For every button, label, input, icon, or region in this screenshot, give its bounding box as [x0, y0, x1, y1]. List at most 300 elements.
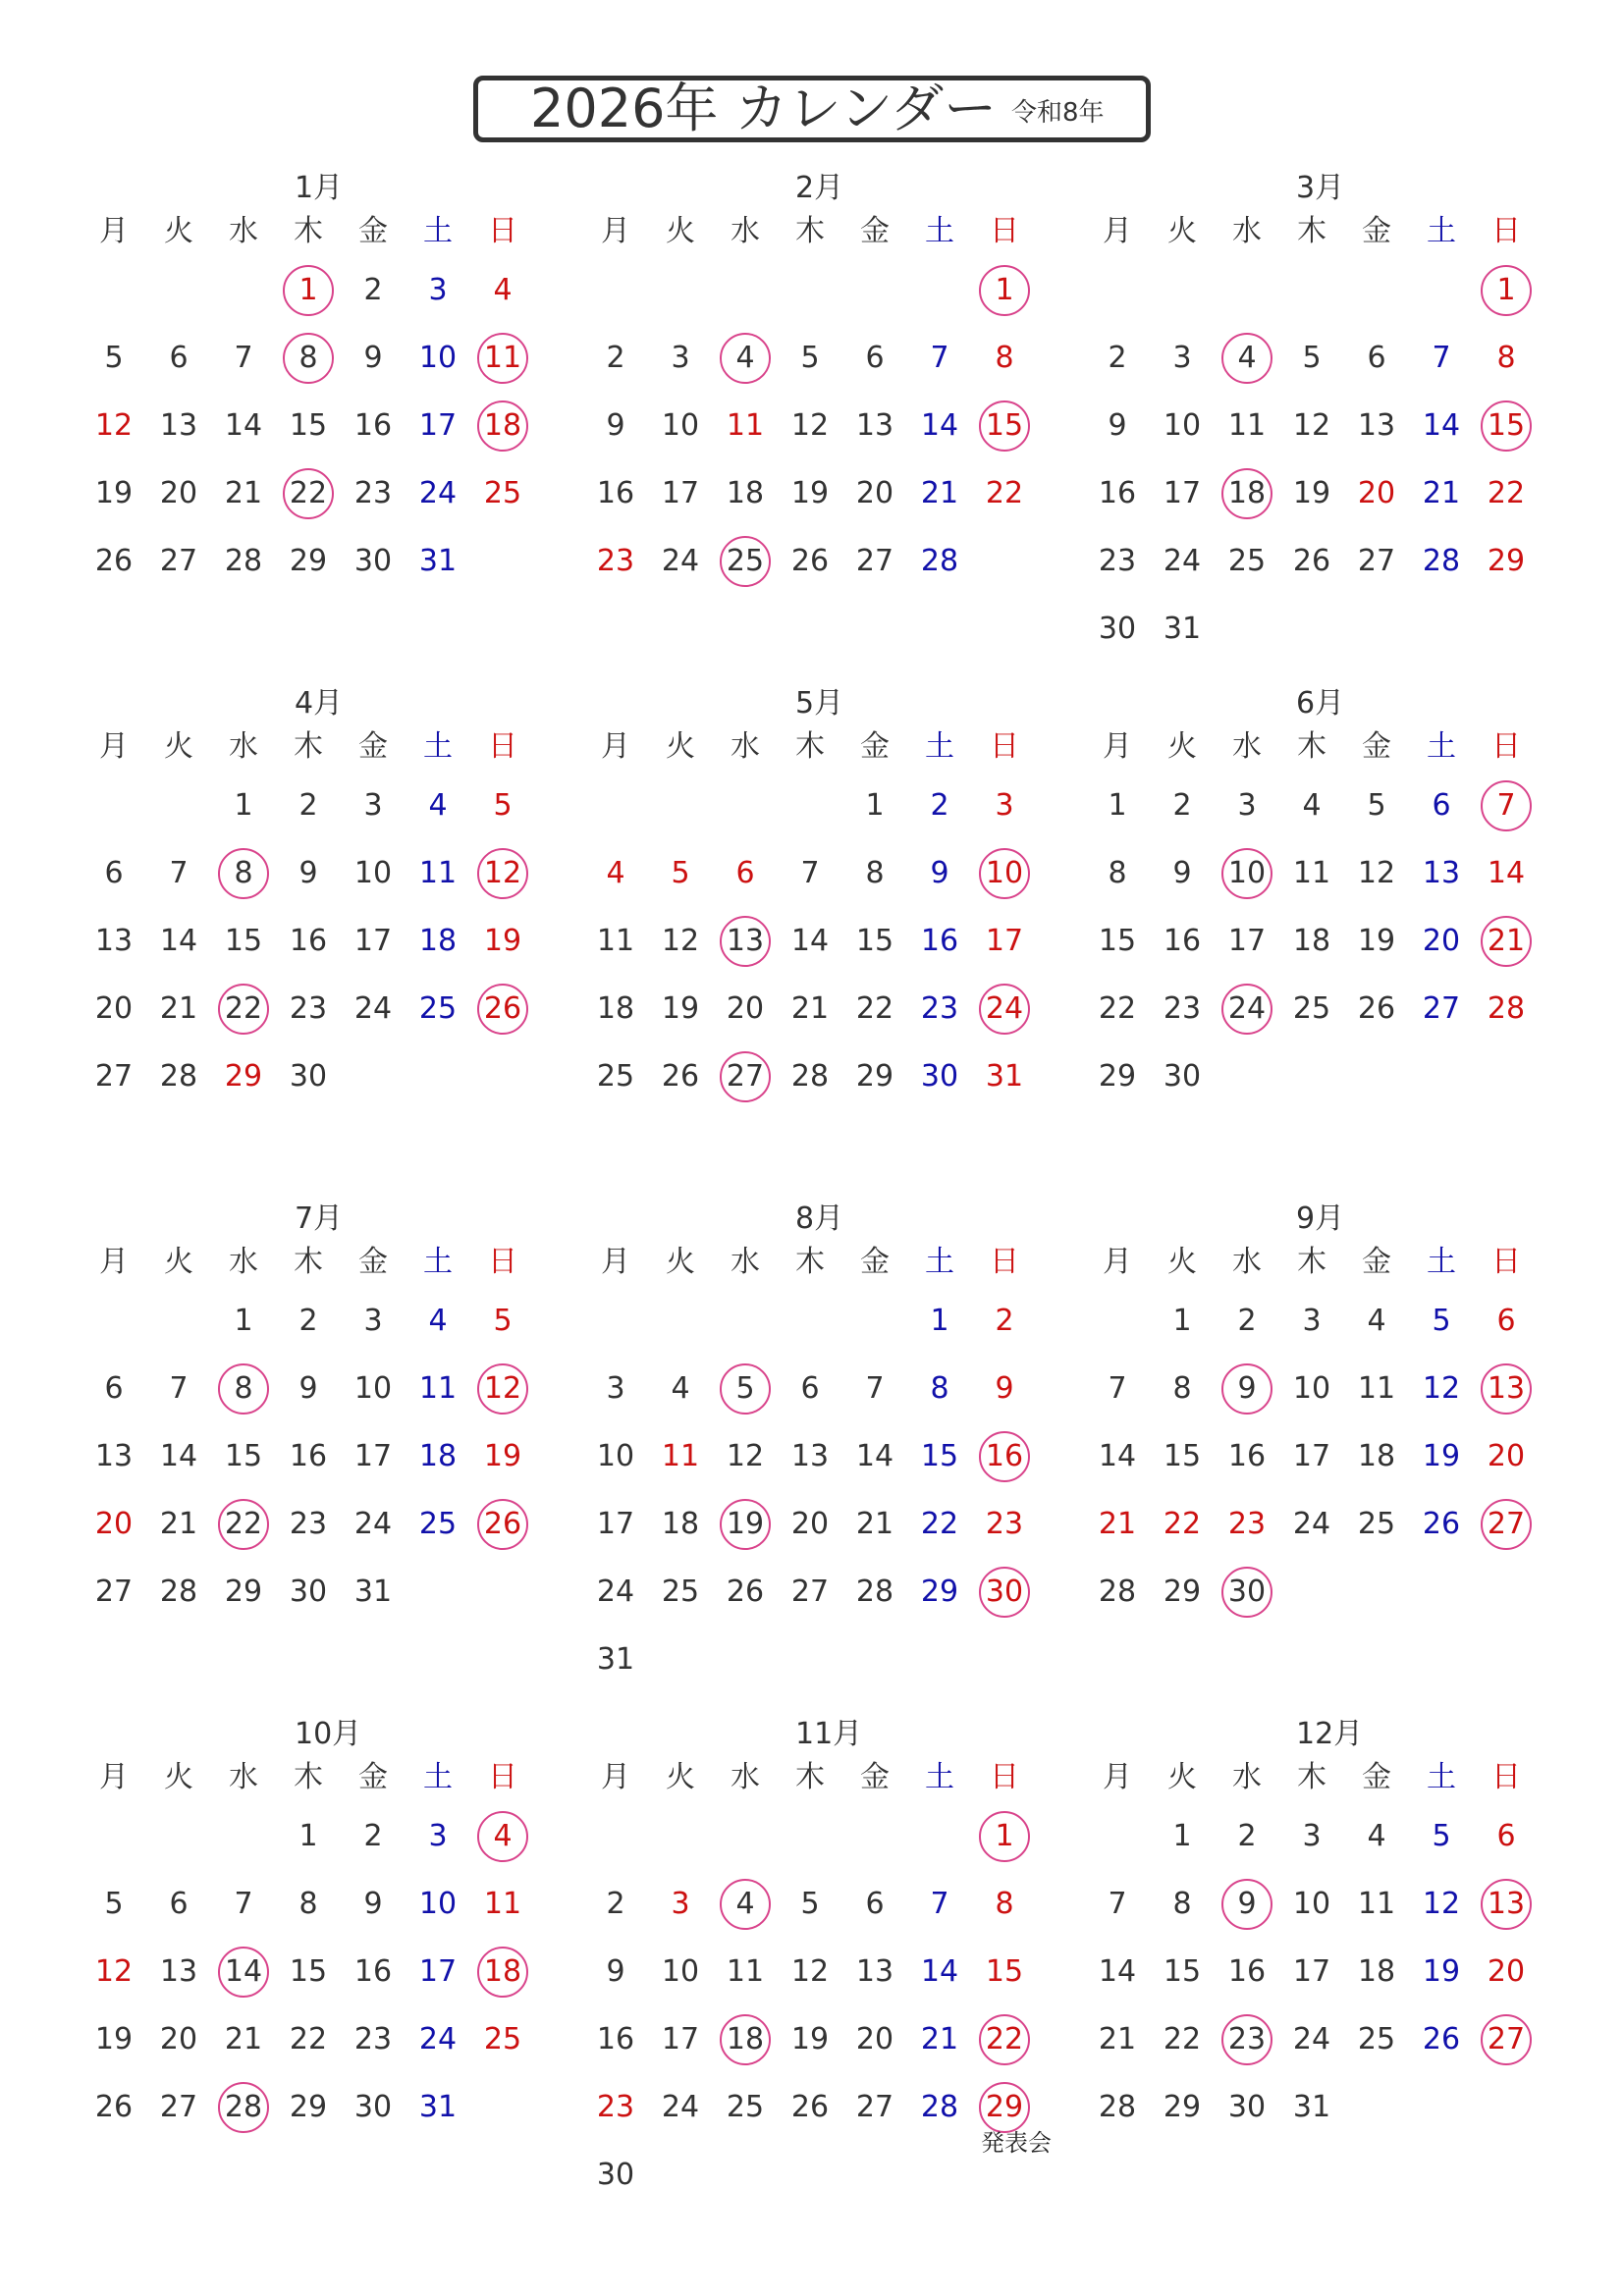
date-cell-marked: 12: [477, 1363, 528, 1415]
date-cell: 17: [1292, 1439, 1331, 1473]
date-cell: 3: [363, 788, 383, 823]
date-cell: 6: [865, 341, 885, 375]
date-cell: 21: [790, 991, 830, 1026]
date-cell: 18: [418, 924, 458, 958]
date-cell: 3: [1237, 788, 1257, 823]
date-cell: 10: [418, 341, 458, 375]
weekday-header: 日: [990, 1245, 1019, 1279]
date-cell: 28: [1422, 544, 1461, 578]
date-cell-marked: 4: [720, 333, 771, 384]
month-label: 12月: [1296, 1717, 1364, 1751]
date-cell: 15: [289, 408, 328, 443]
date-cell: 30: [1227, 2090, 1267, 2124]
date-cell: 2: [363, 1819, 383, 1853]
weekday-header: 月: [99, 1760, 129, 1794]
weekday-header: 金: [860, 1245, 890, 1279]
date-cell: 18: [1357, 1439, 1396, 1473]
date-cell: 7: [865, 1371, 885, 1406]
date-cell: 3: [1302, 1304, 1322, 1338]
date-cell: 12: [1422, 1887, 1461, 1921]
date-cell: 20: [1487, 1954, 1526, 1989]
date-cell: 22: [1163, 1507, 1202, 1541]
date-cell-marked: 26: [477, 1499, 528, 1550]
date-cell: 25: [483, 2022, 522, 2056]
date-cell: 6: [169, 341, 189, 375]
weekday-header: 土: [1427, 1760, 1456, 1794]
date-cell: 27: [1357, 544, 1396, 578]
date-cell: 4: [428, 1304, 448, 1338]
date-cell: 4: [428, 788, 448, 823]
date-cell: 12: [726, 1439, 765, 1473]
weekday-header: 月: [601, 1760, 630, 1794]
date-cell: 21: [1098, 1507, 1137, 1541]
date-cell: 26: [790, 544, 830, 578]
date-cell: 29: [289, 544, 328, 578]
weekday-header: 火: [164, 1760, 193, 1794]
date-cell: 15: [1163, 1954, 1202, 1989]
date-cell: 15: [985, 1954, 1024, 1989]
date-cell: 25: [418, 991, 458, 1026]
date-cell-marked: 8: [218, 1363, 269, 1415]
weekday-header: 土: [925, 1245, 954, 1279]
date-cell: 30: [920, 1059, 959, 1094]
date-cell: 15: [224, 1439, 263, 1473]
weekday-header: 金: [358, 729, 388, 764]
date-cell: 3: [671, 341, 690, 375]
date-cell: 5: [104, 1887, 124, 1921]
date-cell: 11: [726, 408, 765, 443]
date-cell: 28: [1098, 2090, 1137, 2124]
date-cell: 10: [661, 408, 700, 443]
weekday-header: 日: [990, 729, 1019, 764]
weekday-header: 火: [1167, 729, 1197, 764]
date-cell: 13: [855, 1954, 894, 1989]
date-cell: 1: [1172, 1304, 1192, 1338]
date-cell: 17: [1163, 476, 1202, 510]
date-cell: 29: [855, 1059, 894, 1094]
date-cell-marked: 13: [720, 916, 771, 967]
date-cell: 8: [1172, 1887, 1192, 1921]
date-cell: 22: [1098, 991, 1137, 1026]
weekday-header: 水: [731, 729, 760, 764]
date-cell: 27: [855, 2090, 894, 2124]
date-cell: 3: [995, 788, 1014, 823]
date-cell: 24: [353, 1507, 393, 1541]
date-cell: 12: [94, 408, 134, 443]
date-cell: 23: [596, 2090, 635, 2124]
date-cell: 23: [1227, 1507, 1267, 1541]
date-cell: 2: [606, 341, 625, 375]
date-cell-marked: 27: [1481, 2014, 1532, 2065]
date-cell-marked: 26: [477, 984, 528, 1035]
date-cell: 20: [1422, 924, 1461, 958]
date-cell: 24: [418, 476, 458, 510]
weekday-header: 火: [1167, 1760, 1197, 1794]
date-cell: 16: [1163, 924, 1202, 958]
date-cell: 24: [1163, 544, 1202, 578]
date-cell: 4: [493, 273, 513, 307]
date-cell: 30: [353, 2090, 393, 2124]
date-cell: 17: [985, 924, 1024, 958]
date-cell: 9: [363, 341, 383, 375]
weekday-header: 水: [229, 1245, 258, 1279]
date-cell: 16: [1227, 1954, 1267, 1989]
date-cell-marked: 4: [1221, 333, 1272, 384]
weekday-header: 月: [601, 1245, 630, 1279]
date-cell-marked: 1: [1481, 265, 1532, 316]
date-cell: 29: [1163, 2090, 1202, 2124]
date-cell: 2: [930, 788, 949, 823]
date-cell: 14: [159, 1439, 198, 1473]
weekday-header: 木: [1297, 214, 1326, 248]
date-cell: 4: [1302, 788, 1322, 823]
date-cell: 22: [1163, 2022, 1202, 2056]
date-cell: 24: [1292, 1507, 1331, 1541]
date-cell: 21: [159, 1507, 198, 1541]
date-cell: 31: [1292, 2090, 1331, 2124]
date-cell: 23: [353, 476, 393, 510]
date-cell: 28: [1098, 1575, 1137, 1609]
month-label: 7月: [295, 1201, 344, 1236]
date-cell: 30: [289, 1059, 328, 1094]
date-cell: 20: [855, 476, 894, 510]
date-cell-marked: 27: [1481, 1499, 1532, 1550]
date-cell: 16: [353, 1954, 393, 1989]
date-cell: 2: [298, 1304, 318, 1338]
date-cell: 17: [1227, 924, 1267, 958]
date-cell: 22: [1487, 476, 1526, 510]
date-cell: 10: [353, 1371, 393, 1406]
date-cell: 5: [1432, 1304, 1451, 1338]
date-cell-marked: 13: [1481, 1363, 1532, 1415]
date-cell: 26: [94, 544, 134, 578]
weekday-header: 水: [731, 1760, 760, 1794]
weekday-header: 土: [1427, 1245, 1456, 1279]
date-cell: 5: [1302, 341, 1322, 375]
date-cell-marked: 12: [477, 848, 528, 899]
date-cell: 26: [726, 1575, 765, 1609]
date-cell: 5: [800, 341, 820, 375]
date-cell-marked: 24: [979, 984, 1030, 1035]
date-cell: 28: [224, 544, 263, 578]
date-cell: 26: [1422, 1507, 1461, 1541]
date-cell: 6: [104, 856, 124, 890]
date-cell: 15: [920, 1439, 959, 1473]
weekday-header: 土: [423, 1760, 453, 1794]
date-cell: 6: [800, 1371, 820, 1406]
date-cell: 31: [418, 2090, 458, 2124]
date-cell: 5: [493, 1304, 513, 1338]
date-cell: 7: [930, 341, 949, 375]
date-cell-marked: 5: [720, 1363, 771, 1415]
date-cell: 31: [353, 1575, 393, 1609]
weekday-header: 金: [860, 729, 890, 764]
date-cell: 6: [865, 1887, 885, 1921]
date-cell: 13: [94, 924, 134, 958]
date-cell: 6: [1496, 1304, 1516, 1338]
date-cell-marked: 27: [720, 1051, 771, 1102]
date-cell: 21: [920, 476, 959, 510]
weekday-header: 月: [99, 1245, 129, 1279]
weekday-header: 水: [1232, 729, 1262, 764]
date-cell: 24: [353, 991, 393, 1026]
date-cell: 19: [1422, 1439, 1461, 1473]
date-cell: 28: [855, 1575, 894, 1609]
date-cell-marked: 18: [1221, 468, 1272, 519]
date-cell: 7: [234, 341, 253, 375]
date-cell-marked: 18: [477, 1947, 528, 1998]
date-cell: 24: [596, 1575, 635, 1609]
date-cell: 19: [790, 2022, 830, 2056]
date-cell: 16: [1098, 476, 1137, 510]
date-cell: 23: [1098, 544, 1137, 578]
date-cell: 29: [1487, 544, 1526, 578]
date-cell: 9: [298, 1371, 318, 1406]
date-cell: 15: [224, 924, 263, 958]
date-cell: 10: [1292, 1887, 1331, 1921]
date-cell: 1: [234, 788, 253, 823]
date-cell: 1: [865, 788, 885, 823]
date-cell-marked: 21: [1481, 916, 1532, 967]
date-cell: 22: [920, 1507, 959, 1541]
weekday-header: 土: [423, 214, 453, 248]
date-cell: 12: [790, 1954, 830, 1989]
date-cell: 6: [1367, 341, 1386, 375]
date-cell: 23: [985, 1507, 1024, 1541]
weekday-header: 土: [423, 1245, 453, 1279]
date-cell: 22: [289, 2022, 328, 2056]
date-cell: 21: [159, 991, 198, 1026]
weekday-header: 日: [1491, 1760, 1521, 1794]
date-cell: 31: [596, 1642, 635, 1677]
weekday-header: 月: [99, 214, 129, 248]
weekday-header: 木: [795, 214, 825, 248]
weekday-header: 日: [488, 214, 517, 248]
date-cell: 3: [671, 1887, 690, 1921]
date-cell: 14: [1098, 1439, 1137, 1473]
date-cell-marked: 30: [1221, 1567, 1272, 1618]
date-cell: 12: [790, 408, 830, 443]
date-cell: 26: [1357, 991, 1396, 1026]
weekday-header: 水: [731, 214, 760, 248]
date-cell: 27: [94, 1575, 134, 1609]
date-cell: 2: [1172, 788, 1192, 823]
weekday-header: 水: [229, 1760, 258, 1794]
date-cell-marked: 22: [218, 1499, 269, 1550]
date-cell: 19: [483, 1439, 522, 1473]
weekday-header: 月: [1103, 1760, 1132, 1794]
date-cell: 28: [920, 544, 959, 578]
weekday-header: 木: [795, 729, 825, 764]
date-cell-marked: 22: [283, 468, 334, 519]
weekday-header: 火: [164, 214, 193, 248]
date-cell: 1: [1108, 788, 1127, 823]
date-cell: 20: [1357, 476, 1396, 510]
date-cell: 30: [289, 1575, 328, 1609]
weekday-header: 水: [229, 729, 258, 764]
weekday-header: 月: [601, 729, 630, 764]
date-cell: 22: [985, 476, 1024, 510]
date-cell: 2: [995, 1304, 1014, 1338]
weekday-header: 火: [666, 729, 695, 764]
date-cell: 8: [1108, 856, 1127, 890]
event-note: 発表会: [981, 2129, 1052, 2157]
weekday-header: 日: [990, 1760, 1019, 1794]
weekday-header: 土: [925, 214, 954, 248]
date-cell: 14: [1487, 856, 1526, 890]
date-cell: 31: [985, 1059, 1024, 1094]
weekday-header: 土: [1427, 729, 1456, 764]
date-cell: 13: [855, 408, 894, 443]
date-cell: 15: [1098, 924, 1137, 958]
month-label: 4月: [295, 686, 344, 721]
date-cell: 8: [1172, 1371, 1192, 1406]
date-cell: 29: [224, 1059, 263, 1094]
date-cell: 4: [1367, 1304, 1386, 1338]
weekday-header: 土: [925, 729, 954, 764]
date-cell: 25: [1357, 1507, 1396, 1541]
date-cell: 23: [920, 991, 959, 1026]
weekday-header: 火: [666, 214, 695, 248]
date-cell: 18: [596, 991, 635, 1026]
date-cell: 25: [483, 476, 522, 510]
date-cell: 28: [790, 1059, 830, 1094]
date-cell: 17: [353, 1439, 393, 1473]
date-cell: 19: [661, 991, 700, 1026]
weekday-header: 水: [731, 1245, 760, 1279]
weekday-header: 日: [990, 214, 1019, 248]
date-cell: 14: [855, 1439, 894, 1473]
date-cell: 19: [1422, 1954, 1461, 1989]
date-cell: 27: [94, 1059, 134, 1094]
date-cell: 10: [1163, 408, 1202, 443]
date-cell: 11: [596, 924, 635, 958]
weekday-header: 水: [229, 214, 258, 248]
weekday-header: 日: [1491, 1245, 1521, 1279]
date-cell: 11: [661, 1439, 700, 1473]
date-cell: 21: [224, 2022, 263, 2056]
weekday-header: 金: [860, 214, 890, 248]
date-cell-marked: 13: [1481, 1879, 1532, 1930]
date-cell: 7: [1108, 1887, 1127, 1921]
date-cell: 3: [1172, 341, 1192, 375]
date-cell: 13: [159, 408, 198, 443]
date-cell: 29: [1163, 1575, 1202, 1609]
date-cell: 11: [1357, 1887, 1396, 1921]
date-cell: 18: [418, 1439, 458, 1473]
date-cell: 13: [94, 1439, 134, 1473]
date-cell-marked: 15: [979, 400, 1030, 452]
weekday-header: 火: [164, 729, 193, 764]
date-cell: 2: [1237, 1304, 1257, 1338]
date-cell: 20: [790, 1507, 830, 1541]
date-cell: 20: [1487, 1439, 1526, 1473]
date-cell-marked: 28: [218, 2082, 269, 2133]
date-cell-marked: 24: [1221, 984, 1272, 1035]
date-cell: 2: [1108, 341, 1127, 375]
date-cell: 18: [1292, 924, 1331, 958]
weekday-header: 月: [601, 214, 630, 248]
month-label: 1月: [295, 171, 344, 205]
date-cell: 16: [353, 408, 393, 443]
date-cell: 20: [855, 2022, 894, 2056]
month-label: 5月: [795, 686, 844, 721]
date-cell: 3: [428, 273, 448, 307]
date-cell: 31: [1163, 612, 1202, 646]
weekday-header: 金: [1362, 1760, 1391, 1794]
date-cell: 14: [1422, 408, 1461, 443]
date-cell: 15: [289, 1954, 328, 1989]
date-cell: 26: [94, 2090, 134, 2124]
date-cell: 3: [606, 1371, 625, 1406]
date-cell: 5: [493, 788, 513, 823]
date-cell: 10: [661, 1954, 700, 1989]
date-cell: 10: [596, 1439, 635, 1473]
date-cell: 6: [1496, 1819, 1516, 1853]
weekday-header: 月: [99, 729, 129, 764]
date-cell-marked: 1: [979, 265, 1030, 316]
date-cell-marked: 11: [477, 333, 528, 384]
date-cell: 12: [1422, 1371, 1461, 1406]
weekday-header: 金: [1362, 214, 1391, 248]
date-cell: 19: [94, 476, 134, 510]
date-cell: 7: [1108, 1371, 1127, 1406]
date-cell: 22: [855, 991, 894, 1026]
weekday-header: 木: [1297, 1245, 1326, 1279]
date-cell: 11: [483, 1887, 522, 1921]
date-cell: 15: [1163, 1439, 1202, 1473]
date-cell: 4: [1367, 1819, 1386, 1853]
weekday-header: 木: [294, 729, 323, 764]
date-cell-marked: 10: [1221, 848, 1272, 899]
date-cell: 27: [855, 544, 894, 578]
weekday-header: 木: [294, 214, 323, 248]
date-cell: 16: [289, 924, 328, 958]
date-cell-marked: 30: [979, 1567, 1030, 1618]
date-cell: 27: [1422, 991, 1461, 1026]
date-cell: 1: [234, 1304, 253, 1338]
date-cell: 30: [353, 544, 393, 578]
date-cell-marked: 14: [218, 1947, 269, 1998]
date-cell: 5: [671, 856, 690, 890]
date-cell-marked: 8: [283, 333, 334, 384]
weekday-header: 土: [1427, 214, 1456, 248]
date-cell: 21: [1098, 2022, 1137, 2056]
date-cell: 16: [920, 924, 959, 958]
weekday-header: 水: [1232, 1245, 1262, 1279]
date-cell: 8: [1496, 341, 1516, 375]
weekday-header: 土: [423, 729, 453, 764]
date-cell: 29: [289, 2090, 328, 2124]
date-cell-marked: 19: [720, 1499, 771, 1550]
date-cell-marked: 15: [1481, 400, 1532, 452]
weekday-header: 木: [1297, 729, 1326, 764]
date-cell: 30: [1163, 1059, 1202, 1094]
date-cell: 8: [995, 1887, 1014, 1921]
date-cell: 16: [596, 476, 635, 510]
date-cell: 28: [1487, 991, 1526, 1026]
date-cell: 6: [169, 1887, 189, 1921]
month-label: 8月: [795, 1201, 844, 1236]
weekday-header: 月: [1103, 1245, 1132, 1279]
date-cell: 5: [1367, 788, 1386, 823]
date-cell: 7: [169, 1371, 189, 1406]
date-cell: 15: [855, 924, 894, 958]
date-cell: 14: [920, 1954, 959, 1989]
date-cell: 21: [855, 1507, 894, 1541]
weekday-header: 水: [1232, 1760, 1262, 1794]
date-cell-marked: 22: [979, 2014, 1030, 2065]
